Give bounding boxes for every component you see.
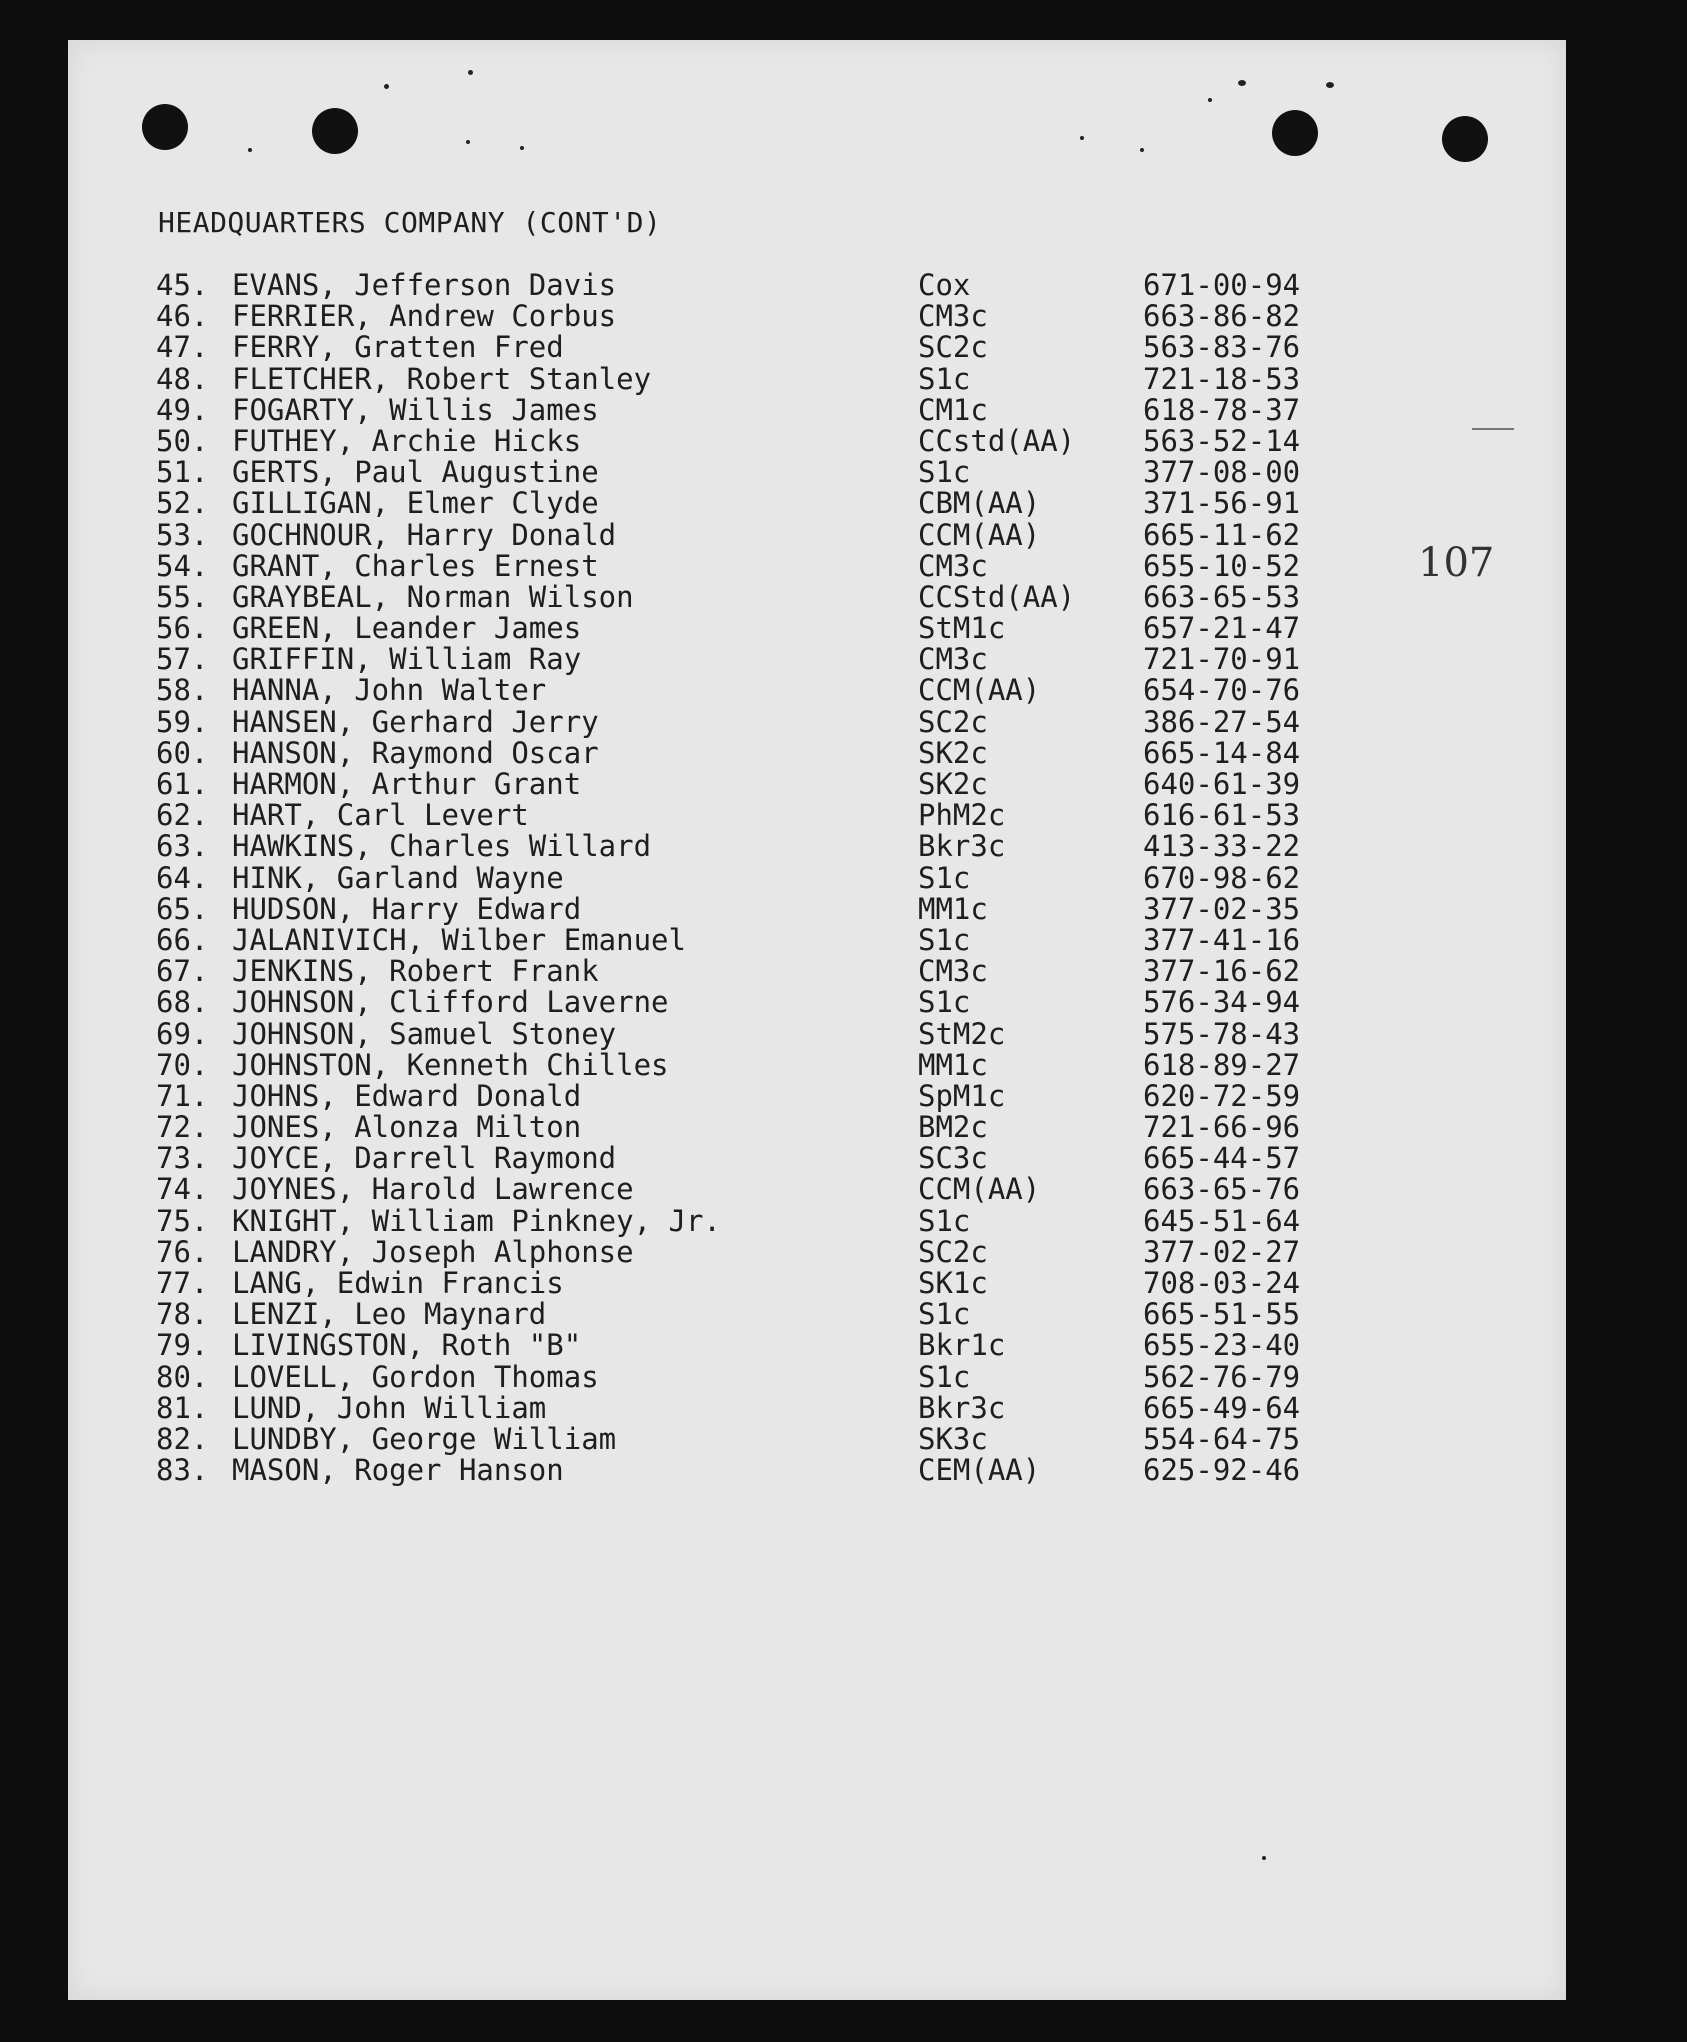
speck	[248, 148, 252, 152]
entry-name: LIVINGSTON, Roth "B"	[232, 1328, 582, 1363]
entry-serial-number: 371-56-91	[1143, 486, 1301, 521]
entry-name: EVANS, Jefferson Davis	[232, 268, 617, 302]
entry-number: 60.	[156, 735, 209, 770]
entry-number: 51.	[156, 455, 209, 490]
entry-number: 66.	[156, 922, 209, 957]
entry-number: 59.	[156, 704, 209, 739]
roster-row	[0, 735, 1687, 770]
entry-number: 76.	[156, 1234, 209, 1269]
entry-number: 45.	[156, 268, 209, 302]
entry-name: HAWKINS, Charles Willard	[232, 829, 652, 864]
entry-rate: MM1c	[918, 891, 988, 926]
speck	[466, 140, 470, 144]
entry-rate: SC2c	[918, 330, 988, 365]
entry-name: HANSON, Raymond Oscar	[232, 735, 599, 770]
entry-number: 79.	[156, 1328, 209, 1363]
roster-row	[0, 642, 1687, 677]
entry-number: 74.	[156, 1172, 209, 1207]
speck	[1140, 148, 1144, 152]
entry-rate: SC3c	[918, 1141, 988, 1176]
entry-rate: CM3c	[918, 954, 988, 989]
roster-row	[0, 1390, 1687, 1425]
speck	[468, 70, 473, 75]
entry-rate: CEM(AA)	[918, 1453, 1041, 1488]
entry-number: 65.	[156, 891, 209, 926]
entry-serial-number: 563-83-76	[1143, 330, 1301, 365]
entry-name: LENZI, Leo Maynard	[232, 1297, 547, 1332]
entry-serial-number: 377-41-16	[1143, 922, 1301, 957]
entry-name: HART, Carl Levert	[232, 798, 529, 833]
entry-serial-number: 663-65-76	[1143, 1172, 1301, 1207]
entry-rate: CCstd(AA)	[918, 423, 1076, 458]
entry-rate: S1c	[918, 361, 971, 396]
roster-row	[0, 1453, 1687, 1488]
roster-row	[0, 268, 1687, 302]
entry-rate: CCM(AA)	[918, 1172, 1041, 1207]
personnel-roster	[0, 268, 1687, 1488]
entry-rate: StM1c	[918, 611, 1006, 646]
roster-row	[0, 299, 1687, 334]
entry-serial-number: 708-03-24	[1143, 1266, 1301, 1300]
entry-serial-number: 655-10-52	[1143, 548, 1301, 583]
entry-number: 67.	[156, 954, 209, 989]
roster-row	[0, 1047, 1687, 1082]
roster-row	[0, 985, 1687, 1020]
roster-row	[0, 486, 1687, 521]
entry-number: 63.	[156, 829, 209, 864]
entry-number: 77.	[156, 1266, 209, 1300]
entry-name: FUTHEY, Archie Hicks	[232, 423, 582, 458]
entry-serial-number: 645-51-64	[1143, 1203, 1301, 1238]
entry-rate: CM1c	[918, 392, 988, 427]
entry-rate: SK2c	[918, 767, 988, 801]
entry-rate: CCM(AA)	[918, 673, 1041, 708]
roster-row	[0, 392, 1687, 427]
entry-serial-number: 721-66-96	[1143, 1110, 1301, 1145]
entry-rate: Cox	[918, 268, 971, 302]
entry-rate: BM2c	[918, 1110, 988, 1145]
entry-number: 64.	[156, 860, 209, 895]
entry-serial-number: 616-61-53	[1143, 798, 1301, 833]
roster-row	[0, 579, 1687, 614]
entry-name: JOHNS, Edward Donald	[232, 1078, 582, 1113]
entry-serial-number: 663-86-82	[1143, 299, 1301, 334]
speck	[1080, 136, 1084, 140]
entry-name: LANDRY, Joseph Alphonse	[232, 1234, 634, 1269]
entry-number: 54.	[156, 548, 209, 583]
entry-serial-number: 618-78-37	[1143, 392, 1301, 427]
entry-name: LANG, Edwin Francis	[232, 1266, 564, 1300]
entry-name: GRIFFIN, William Ray	[232, 642, 582, 677]
speck	[1238, 80, 1246, 86]
entry-rate: S1c	[918, 860, 971, 895]
entry-serial-number: 657-21-47	[1143, 611, 1301, 646]
speck	[520, 146, 524, 150]
roster-row	[0, 829, 1687, 864]
roster-row	[0, 1328, 1687, 1363]
punch-hole	[1272, 110, 1318, 156]
entry-rate: CCStd(AA)	[918, 579, 1076, 614]
entry-serial-number: 671-00-94	[1143, 268, 1301, 302]
roster-row	[0, 330, 1687, 365]
entry-number: 78.	[156, 1297, 209, 1332]
entry-rate: S1c	[918, 1203, 971, 1238]
entry-serial-number: 413-33-22	[1143, 829, 1301, 864]
roster-row	[0, 361, 1687, 396]
entry-serial-number: 563-52-14	[1143, 423, 1301, 458]
entry-name: FOGARTY, Willis James	[232, 392, 599, 427]
entry-name: GERTS, Paul Augustine	[232, 455, 599, 490]
entry-rate: S1c	[918, 985, 971, 1020]
speck	[1262, 1856, 1266, 1860]
entry-name: MASON, Roger Hanson	[232, 1453, 564, 1488]
roster-row	[0, 1172, 1687, 1207]
entry-rate: SpM1c	[918, 1078, 1006, 1113]
speck	[1326, 82, 1334, 88]
roster-row	[0, 1421, 1687, 1456]
entry-number: 69.	[156, 1016, 209, 1051]
entry-number: 72.	[156, 1110, 209, 1145]
entry-number: 68.	[156, 985, 209, 1020]
entry-name: FERRY, Gratten Fred	[232, 330, 564, 365]
entry-rate: SK2c	[918, 735, 988, 770]
entry-serial-number: 665-51-55	[1143, 1297, 1301, 1332]
entry-number: 80.	[156, 1359, 209, 1394]
entry-number: 73.	[156, 1141, 209, 1176]
roster-row	[0, 704, 1687, 739]
entry-serial-number: 655-23-40	[1143, 1328, 1301, 1363]
roster-row	[0, 1266, 1687, 1300]
entry-number: 75.	[156, 1203, 209, 1238]
entry-name: FERRIER, Andrew Corbus	[232, 299, 617, 334]
punch-hole	[142, 104, 188, 150]
entry-name: KNIGHT, William Pinkney, Jr.	[232, 1203, 721, 1238]
entry-serial-number: 554-64-75	[1143, 1421, 1301, 1456]
entry-number: 57.	[156, 642, 209, 677]
entry-name: FLETCHER, Robert Stanley	[232, 361, 652, 396]
entry-serial-number: 377-16-62	[1143, 954, 1301, 989]
entry-rate: Bkr1c	[918, 1328, 1006, 1363]
entry-number: 81.	[156, 1390, 209, 1425]
entry-serial-number: 386-27-54	[1143, 704, 1301, 739]
roster-row	[0, 860, 1687, 895]
entry-serial-number: 665-11-62	[1143, 517, 1301, 552]
entry-serial-number: 670-98-62	[1143, 860, 1301, 895]
speck	[384, 84, 389, 89]
entry-serial-number: 721-70-91	[1143, 642, 1301, 677]
entry-rate: SC2c	[918, 704, 988, 739]
entry-number: 71.	[156, 1078, 209, 1113]
entry-rate: StM2c	[918, 1016, 1006, 1051]
roster-row	[0, 517, 1687, 552]
entry-rate: SK1c	[918, 1266, 988, 1300]
entry-name: HUDSON, Harry Edward	[232, 891, 582, 926]
entry-name: HANSEN, Gerhard Jerry	[232, 704, 599, 739]
entry-name: LUNDBY, George William	[232, 1421, 617, 1456]
entry-name: JONES, Alonza Milton	[232, 1110, 582, 1145]
entry-rate: Bkr3c	[918, 1390, 1006, 1425]
entry-name: JOHNSON, Samuel Stoney	[232, 1016, 617, 1051]
page-number: 107	[1418, 540, 1495, 586]
page-heading: HEADQUARTERS COMPANY (CONT'D)	[158, 206, 662, 239]
entry-rate: S1c	[918, 1297, 971, 1332]
entry-serial-number: 618-89-27	[1143, 1047, 1301, 1082]
entry-number: 62.	[156, 798, 209, 833]
entry-rate: SK3c	[918, 1421, 988, 1456]
entry-number: 47.	[156, 330, 209, 365]
entry-serial-number: 575-78-43	[1143, 1016, 1301, 1051]
entry-serial-number: 625-92-46	[1143, 1453, 1301, 1488]
entry-name: GILLIGAN, Elmer Clyde	[232, 486, 599, 521]
entry-name: JALANIVICH, Wilber Emanuel	[232, 922, 686, 957]
roster-row	[0, 1110, 1687, 1145]
speck	[1208, 98, 1212, 102]
entry-name: LUND, John William	[232, 1390, 547, 1425]
entry-name: JENKINS, Robert Frank	[232, 954, 599, 989]
entry-serial-number: 654-70-76	[1143, 673, 1301, 708]
punch-hole	[312, 108, 358, 154]
entry-number: 83.	[156, 1453, 209, 1488]
roster-row	[0, 548, 1687, 583]
roster-row	[0, 954, 1687, 989]
roster-row	[0, 767, 1687, 801]
entry-rate: CM3c	[918, 299, 988, 334]
entry-name: GREEN, Leander James	[232, 611, 582, 646]
entry-serial-number: 377-02-35	[1143, 891, 1301, 926]
roster-row	[0, 1016, 1687, 1051]
punch-hole	[1442, 116, 1488, 162]
entry-name: JOYCE, Darrell Raymond	[232, 1141, 617, 1176]
entry-number: 58.	[156, 673, 209, 708]
entry-serial-number: 665-49-64	[1143, 1390, 1301, 1425]
entry-rate: Bkr3c	[918, 829, 1006, 864]
entry-number: 82.	[156, 1421, 209, 1456]
entry-rate: CCM(AA)	[918, 517, 1041, 552]
entry-number: 48.	[156, 361, 209, 396]
entry-serial-number: 377-08-00	[1143, 455, 1301, 490]
entry-number: 56.	[156, 611, 209, 646]
entry-number: 61.	[156, 767, 209, 801]
entry-serial-number: 640-61-39	[1143, 767, 1301, 801]
roster-row	[0, 891, 1687, 926]
roster-row	[0, 611, 1687, 646]
roster-row	[0, 1234, 1687, 1269]
entry-rate: CBM(AA)	[918, 486, 1041, 521]
entry-rate: SC2c	[918, 1234, 988, 1269]
entry-name: GOCHNOUR, Harry Donald	[232, 517, 617, 552]
roster-row	[0, 1359, 1687, 1394]
entry-serial-number: 721-18-53	[1143, 361, 1301, 396]
entry-number: 49.	[156, 392, 209, 427]
entry-name: GRAYBEAL, Norman Wilson	[232, 579, 634, 614]
roster-row	[0, 1141, 1687, 1176]
entry-rate: CM3c	[918, 642, 988, 677]
entry-rate: S1c	[918, 455, 971, 490]
entry-name: HANNA, John Walter	[232, 673, 547, 708]
roster-row	[0, 1078, 1687, 1113]
entry-serial-number: 377-02-27	[1143, 1234, 1301, 1269]
roster-row	[0, 423, 1687, 458]
entry-number: 46.	[156, 299, 209, 334]
entry-name: JOHNSON, Clifford Laverne	[232, 985, 669, 1020]
roster-row	[0, 1203, 1687, 1238]
entry-name: HARMON, Arthur Grant	[232, 767, 582, 801]
entry-name: JOYNES, Harold Lawrence	[232, 1172, 634, 1207]
entry-number: 70.	[156, 1047, 209, 1082]
entry-rate: CM3c	[918, 548, 988, 583]
entry-number: 52.	[156, 486, 209, 521]
entry-serial-number: 620-72-59	[1143, 1078, 1301, 1113]
entry-serial-number: 576-34-94	[1143, 985, 1301, 1020]
entry-serial-number: 663-65-53	[1143, 579, 1301, 614]
entry-name: GRANT, Charles Ernest	[232, 548, 599, 583]
roster-row	[0, 1297, 1687, 1332]
entry-rate: S1c	[918, 1359, 971, 1394]
roster-row	[0, 673, 1687, 708]
entry-serial-number: 562-76-79	[1143, 1359, 1301, 1394]
entry-number: 55.	[156, 579, 209, 614]
entry-name: HINK, Garland Wayne	[232, 860, 564, 895]
entry-serial-number: 665-44-57	[1143, 1141, 1301, 1176]
entry-name: JOHNSTON, Kenneth Chilles	[232, 1047, 669, 1082]
entry-rate: PhM2c	[918, 798, 1006, 833]
entry-number: 50.	[156, 423, 209, 458]
entry-number: 53.	[156, 517, 209, 552]
entry-rate: S1c	[918, 922, 971, 957]
entry-name: LOVELL, Gordon Thomas	[232, 1359, 599, 1394]
roster-row	[0, 798, 1687, 833]
entry-rate: MM1c	[918, 1047, 988, 1082]
entry-serial-number: 665-14-84	[1143, 735, 1301, 770]
roster-row	[0, 455, 1687, 490]
roster-row	[0, 922, 1687, 957]
